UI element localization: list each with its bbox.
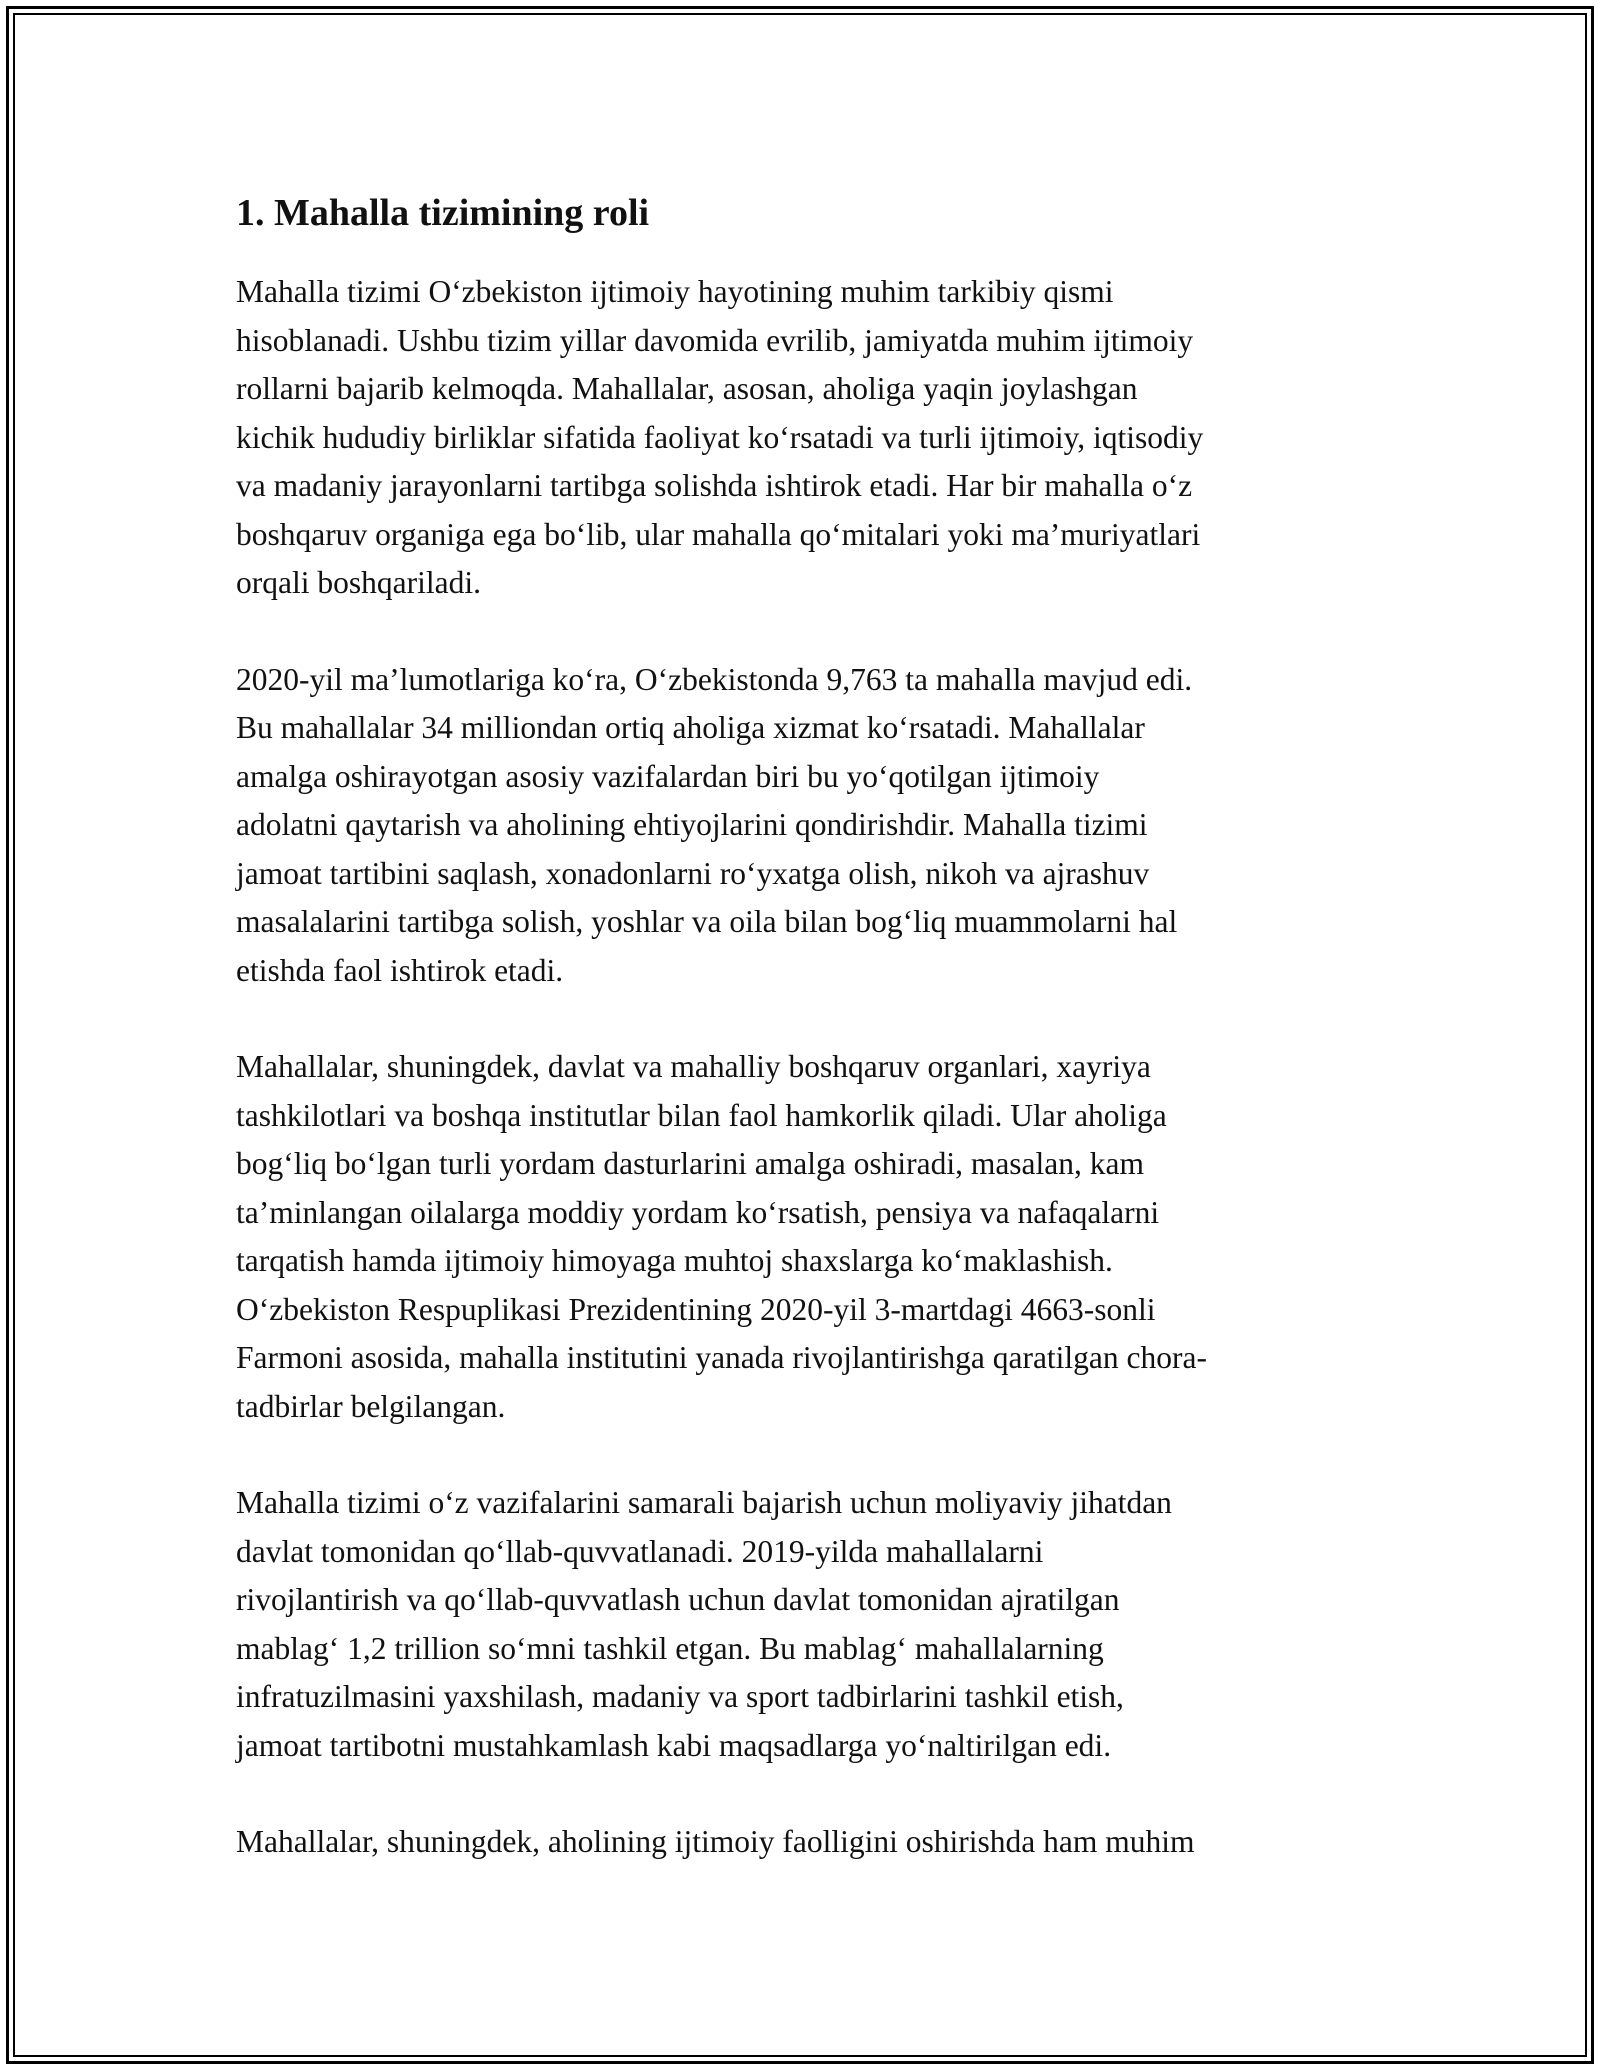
- paragraph-line: tashkilotlari va boshqa institutlar bilan faol hamkorlik qiladi. Ular aholiga: [236, 1097, 1167, 1133]
- paragraph-line: etishda faol ishtirok etadi.: [236, 952, 564, 988]
- paragraph-line: tadbirlar belgilangan.: [236, 1388, 506, 1424]
- paragraph-line: orqali boshqariladi.: [236, 565, 481, 600]
- paragraph-1: [236, 268, 1376, 608]
- paragraph-line: 2020-yil ma’lumotlariga ko‘ra, O‘zbekistonda 9,763 ta mahalla mavjud edi.: [236, 661, 1193, 697]
- paragraph-line: Mahalla tizimi o‘z vazifalarini samarali bajarish uchun moliyaviy jihatdan: [236, 1485, 1172, 1520]
- paragraph-line: davlat tomonidan qo‘llab-quvvatlanadi. 2019-yilda mahallalarni: [236, 1533, 1044, 1569]
- paragraph-line: mablag‘ 1,2 trillion so‘mni tashkil etgan. Bu mablag‘ mahallalarning: [236, 1630, 1104, 1666]
- paragraph-line: tarqatish hamda ijtimoiy himoyaga muhtoj shaxslarga ko‘maklashish.: [236, 1243, 1113, 1278]
- paragraph-line: boshqaruv organiga ega bo‘lib, ular mahalla qo‘mitalari yoki ma’muriyatlari: [236, 516, 1201, 552]
- paragraph-line: masalalarini tartibga solish, yoshlar va oila bilan bog‘liq muammolarni hal: [236, 904, 1178, 939]
- section-heading: 1. Mahalla tizimining roli: [236, 192, 650, 234]
- paragraph-line: O‘zbekiston Respuplikasi Prezidentining 2020-yil 3-martdagi 4663-sonli: [236, 1291, 1156, 1327]
- paragraph-2: [236, 656, 1376, 996]
- paragraph-5: [236, 1818, 1376, 1867]
- paragraph-line: rivojlantirish va qo‘llab-quvvatlash uchun davlat tomonidan ajratilgan: [236, 1582, 1120, 1617]
- paragraph-line: rollarni bajarib kelmoqda. Mahallalar, asosan, aholiga yaqin joylashgan: [236, 371, 1138, 406]
- paragraph-3: [236, 1043, 1376, 1431]
- paragraph-4: [236, 1479, 1376, 1770]
- paragraph-line: Mahalla tizimi O‘zbekiston ijtimoiy hayotining muhim tarkibiy qismi: [236, 274, 1114, 309]
- paragraph-line: jamoat tartibini saqlash, xonadonlarni ro‘yxatga olish, nikoh va ajrashuv: [236, 855, 1150, 891]
- paragraph-line: Mahallalar, shuningdek, aholining ijtimoiy faolligini oshirishda ham muhim: [236, 1824, 1195, 1859]
- paragraph-line: adolatni qaytarish va aholining ehtiyojlarini qondirishdir. Mahalla tizimi: [236, 807, 1148, 842]
- paragraph-line: amalga oshirayotgan asosiy vazifalardan biri bu yo‘qotilgan ijtimoiy: [236, 758, 1100, 794]
- paragraph-line: hisoblanadi. Ushbu tizim yillar davomida evrilib, jamiyatda muhim ijtimoiy: [236, 322, 1194, 358]
- paragraph-line: infratuzilmasini yaxshilash, madaniy va sport tadbirlarini tashkil etish,: [236, 1679, 1124, 1714]
- paragraph-line: ta’minlangan oilalarga moddiy yordam ko‘rsatish, pensiya va nafaqalarni: [236, 1194, 1160, 1230]
- paragraph-line: va madaniy jarayonlarni tartibga solishda ishtirok etadi. Har bir mahalla o‘z: [236, 468, 1193, 503]
- paragraph-line: Farmoni asosida, mahalla institutini yanada rivojlantirishga qaratilgan chora-: [236, 1340, 1207, 1375]
- paragraph-line: Bu mahallalar 34 milliondan ortiq aholiga xizmat ko‘rsatadi. Mahallalar: [236, 710, 1145, 745]
- paragraph-line: bog‘liq bo‘lgan turli yordam dasturlarini amalga oshiradi, masalan, kam: [236, 1146, 1145, 1181]
- paragraph-line: kichik hududiy birliklar sifatida faoliyat ko‘rsatadi va turli ijtimoiy, iqtisodiy: [236, 419, 1204, 455]
- document-body: [236, 188, 1376, 1915]
- paragraph-line: jamoat tartibotni mustahkamlash kabi maqsadlarga yo‘naltirilgan edi.: [236, 1727, 1112, 1763]
- paragraph-line: Mahallalar, shuningdek, davlat va mahalliy boshqaruv organlari, xayriya: [236, 1049, 1151, 1084]
